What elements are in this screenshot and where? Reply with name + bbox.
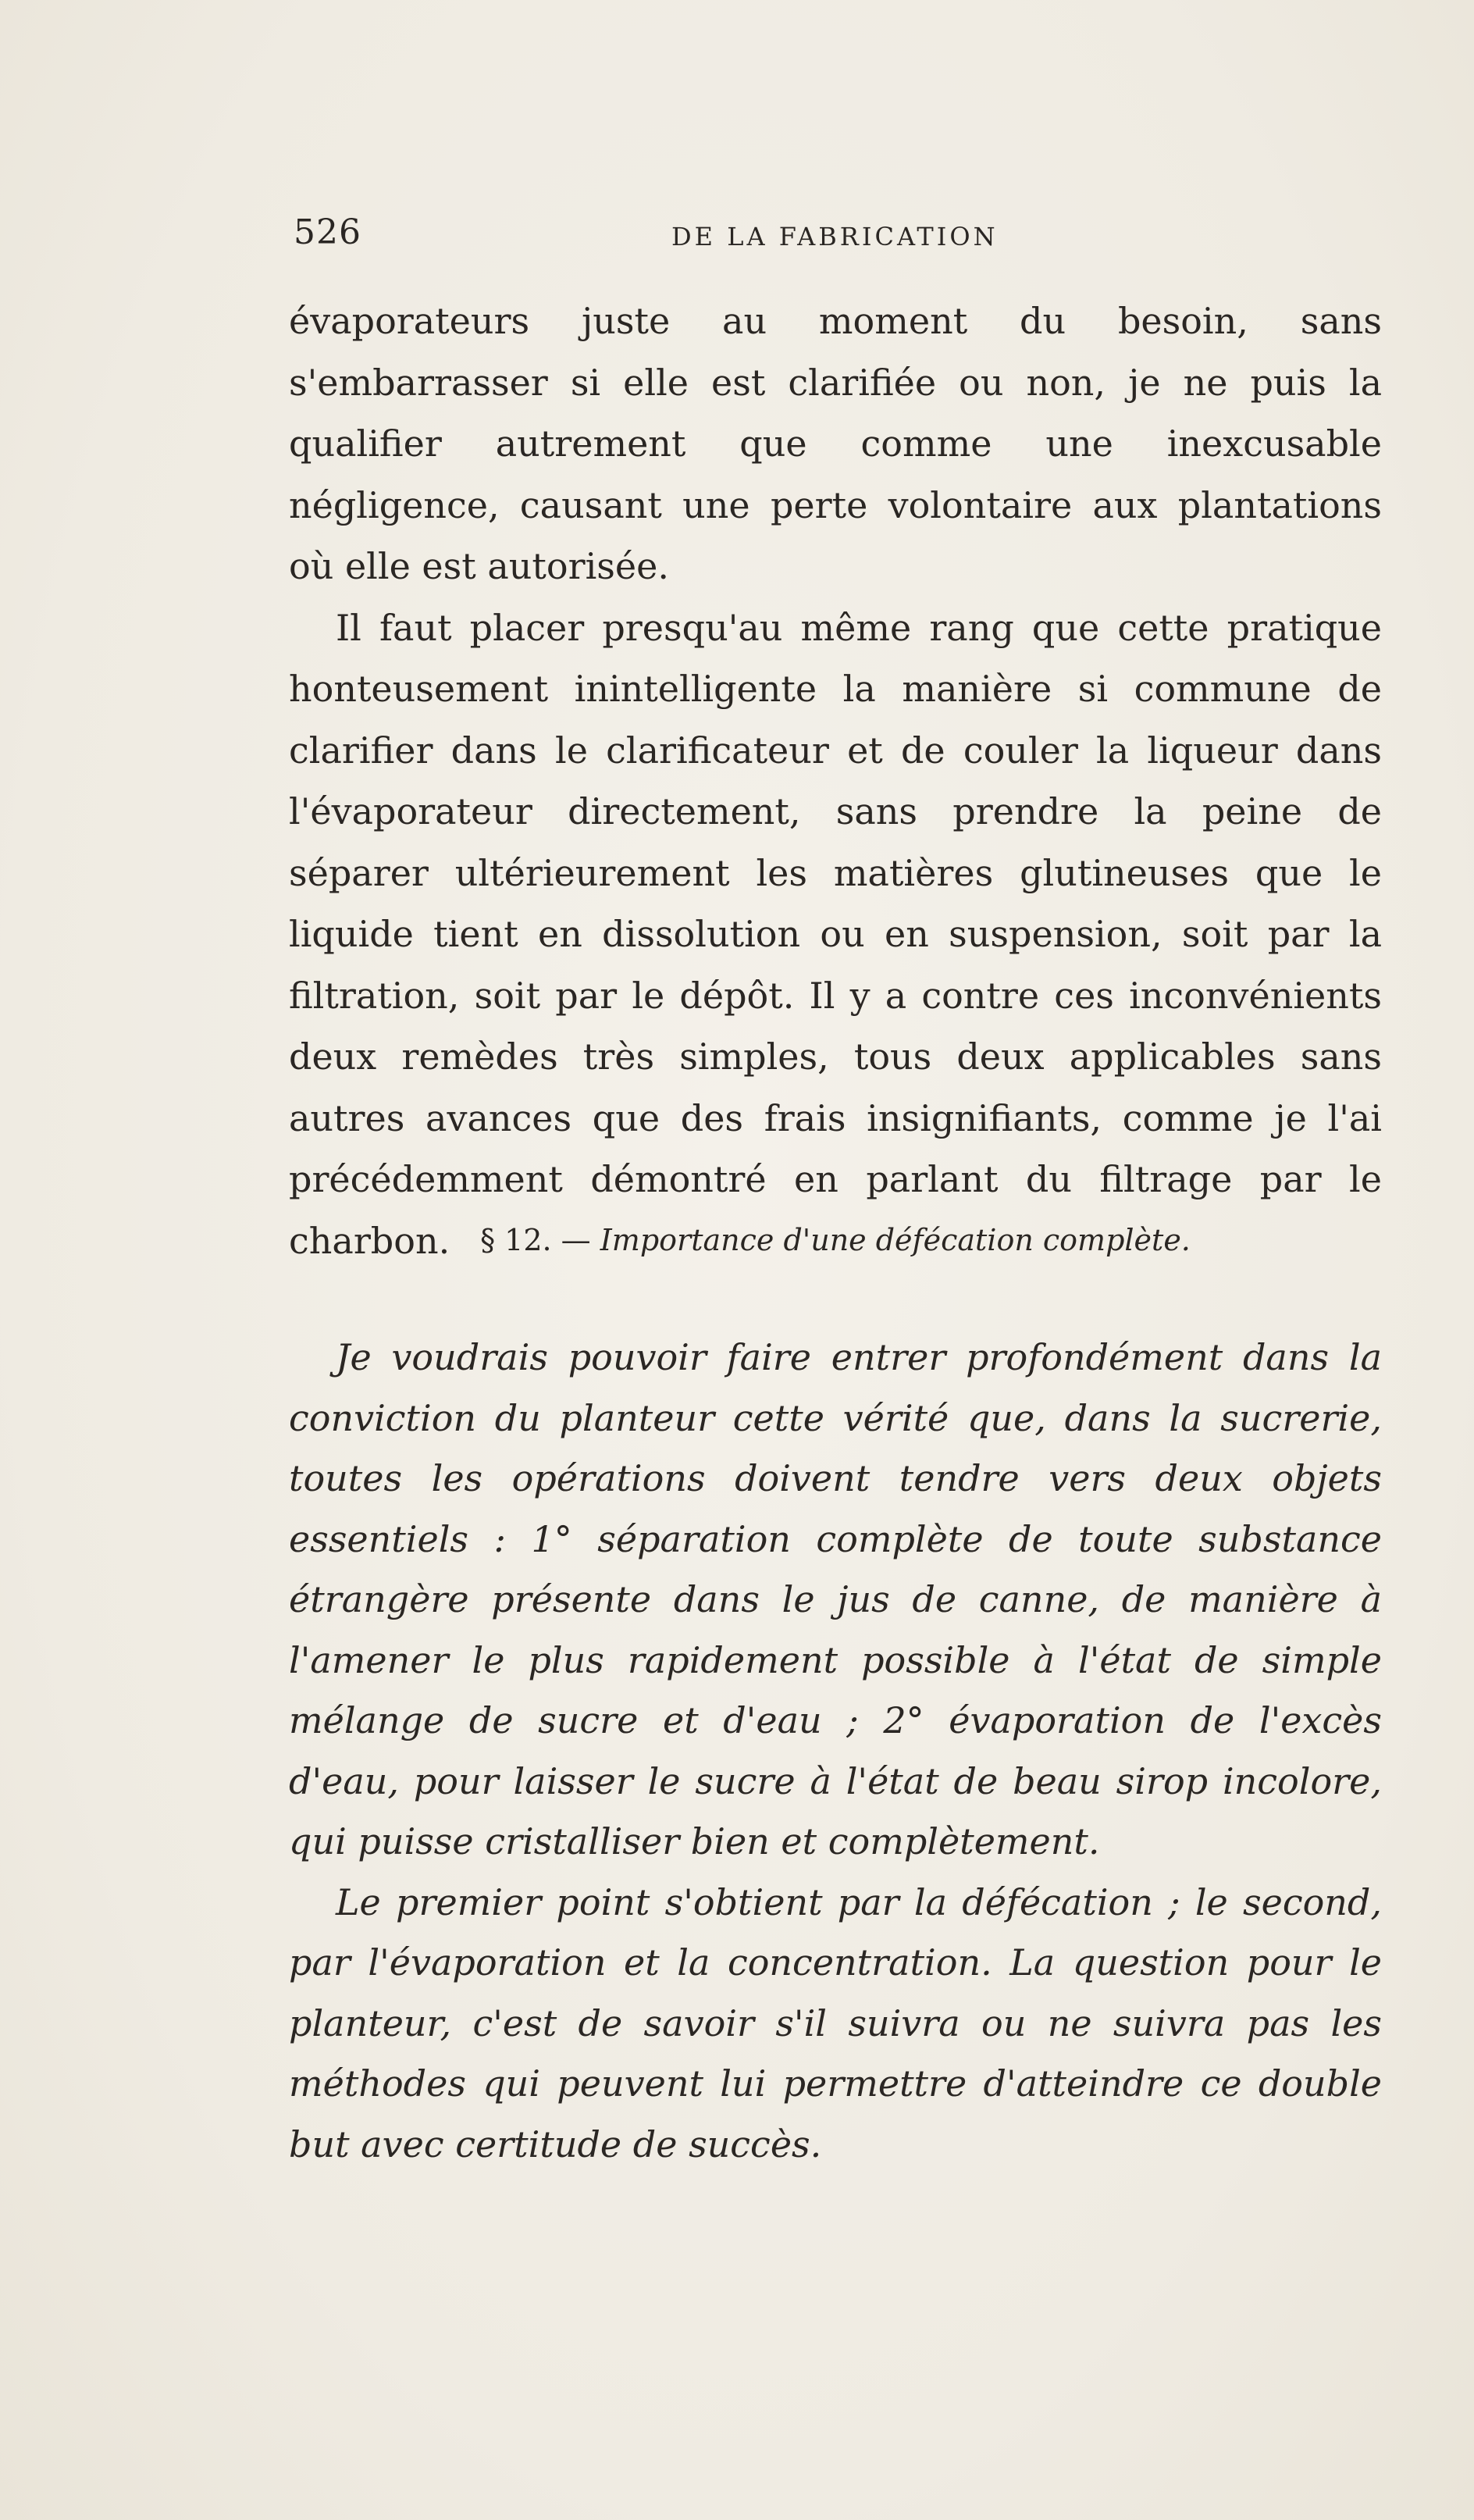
italic-text bbox=[289, 1328, 1382, 2175]
body-paragraph-2: Il faut placer presqu'au même rang que cette pratique honteusement inintelligente la manière si commune de clarifier dans le clarificateur et de couler la liqueur dans l'évaporateur directement, sans prendre la peine de séparer ultérieurement les matières glutineuses que le liquide tient en dissolution ou en suspension, soit par la filtration, soit par le dépôt. Il y a contre ces inconvénients deux remèdes très simples, tous deux applicables sans autres avances que des frais insignifiants, comme je l'ai précédemment démontré en parlant du filtrage par le charbon. bbox=[289, 606, 1382, 1262]
section-number: § 12. — bbox=[480, 1223, 591, 1257]
section-title: Importance d'une défécation complète. bbox=[600, 1223, 1191, 1257]
italic-paragraph-1: Je voudrais pouvoir faire entrer profondément dans la conviction du planteur cette vérité que, dans la sucrerie, toutes les opérations doivent tendre vers deux objets essentiels : 1° séparation complète de toute substance étrangère présente dans le jus de canne, de manière à l'amener le plus rapidement possible à l'état de simple mélange de sucre et d'eau ; 2° évaporation de l'excès d'eau, pour laisser le sucre à l'état de beau sirop incolore, qui puisse cristalliser bien et complètement. bbox=[289, 1336, 1382, 1862]
body-text bbox=[289, 290, 1382, 1271]
body-paragraph-1: évaporateurs juste au moment du besoin, sans s'embarrasser si elle est clarifiée ou non, je ne puis la qualifier autrement que comme une inexcusable négligence, causant une perte volontaire aux plantations où elle est autorisée. bbox=[289, 300, 1382, 587]
italic-paragraph-2: Le premier point s'obtient par la défécation ; le second, par l'évaporation et la concentration. La question pour le planteur, c'est de savoir s'il suivra ou ne suivra pas les méthodes qui peuvent lui permettre d'atteindre ce double but avec certitude de succès. bbox=[289, 1880, 1382, 2165]
page-header bbox=[294, 212, 1387, 259]
section-heading bbox=[289, 1223, 1382, 1257]
page-number: 526 bbox=[294, 212, 361, 252]
running-head: DE LA FABRICATION bbox=[671, 222, 999, 251]
